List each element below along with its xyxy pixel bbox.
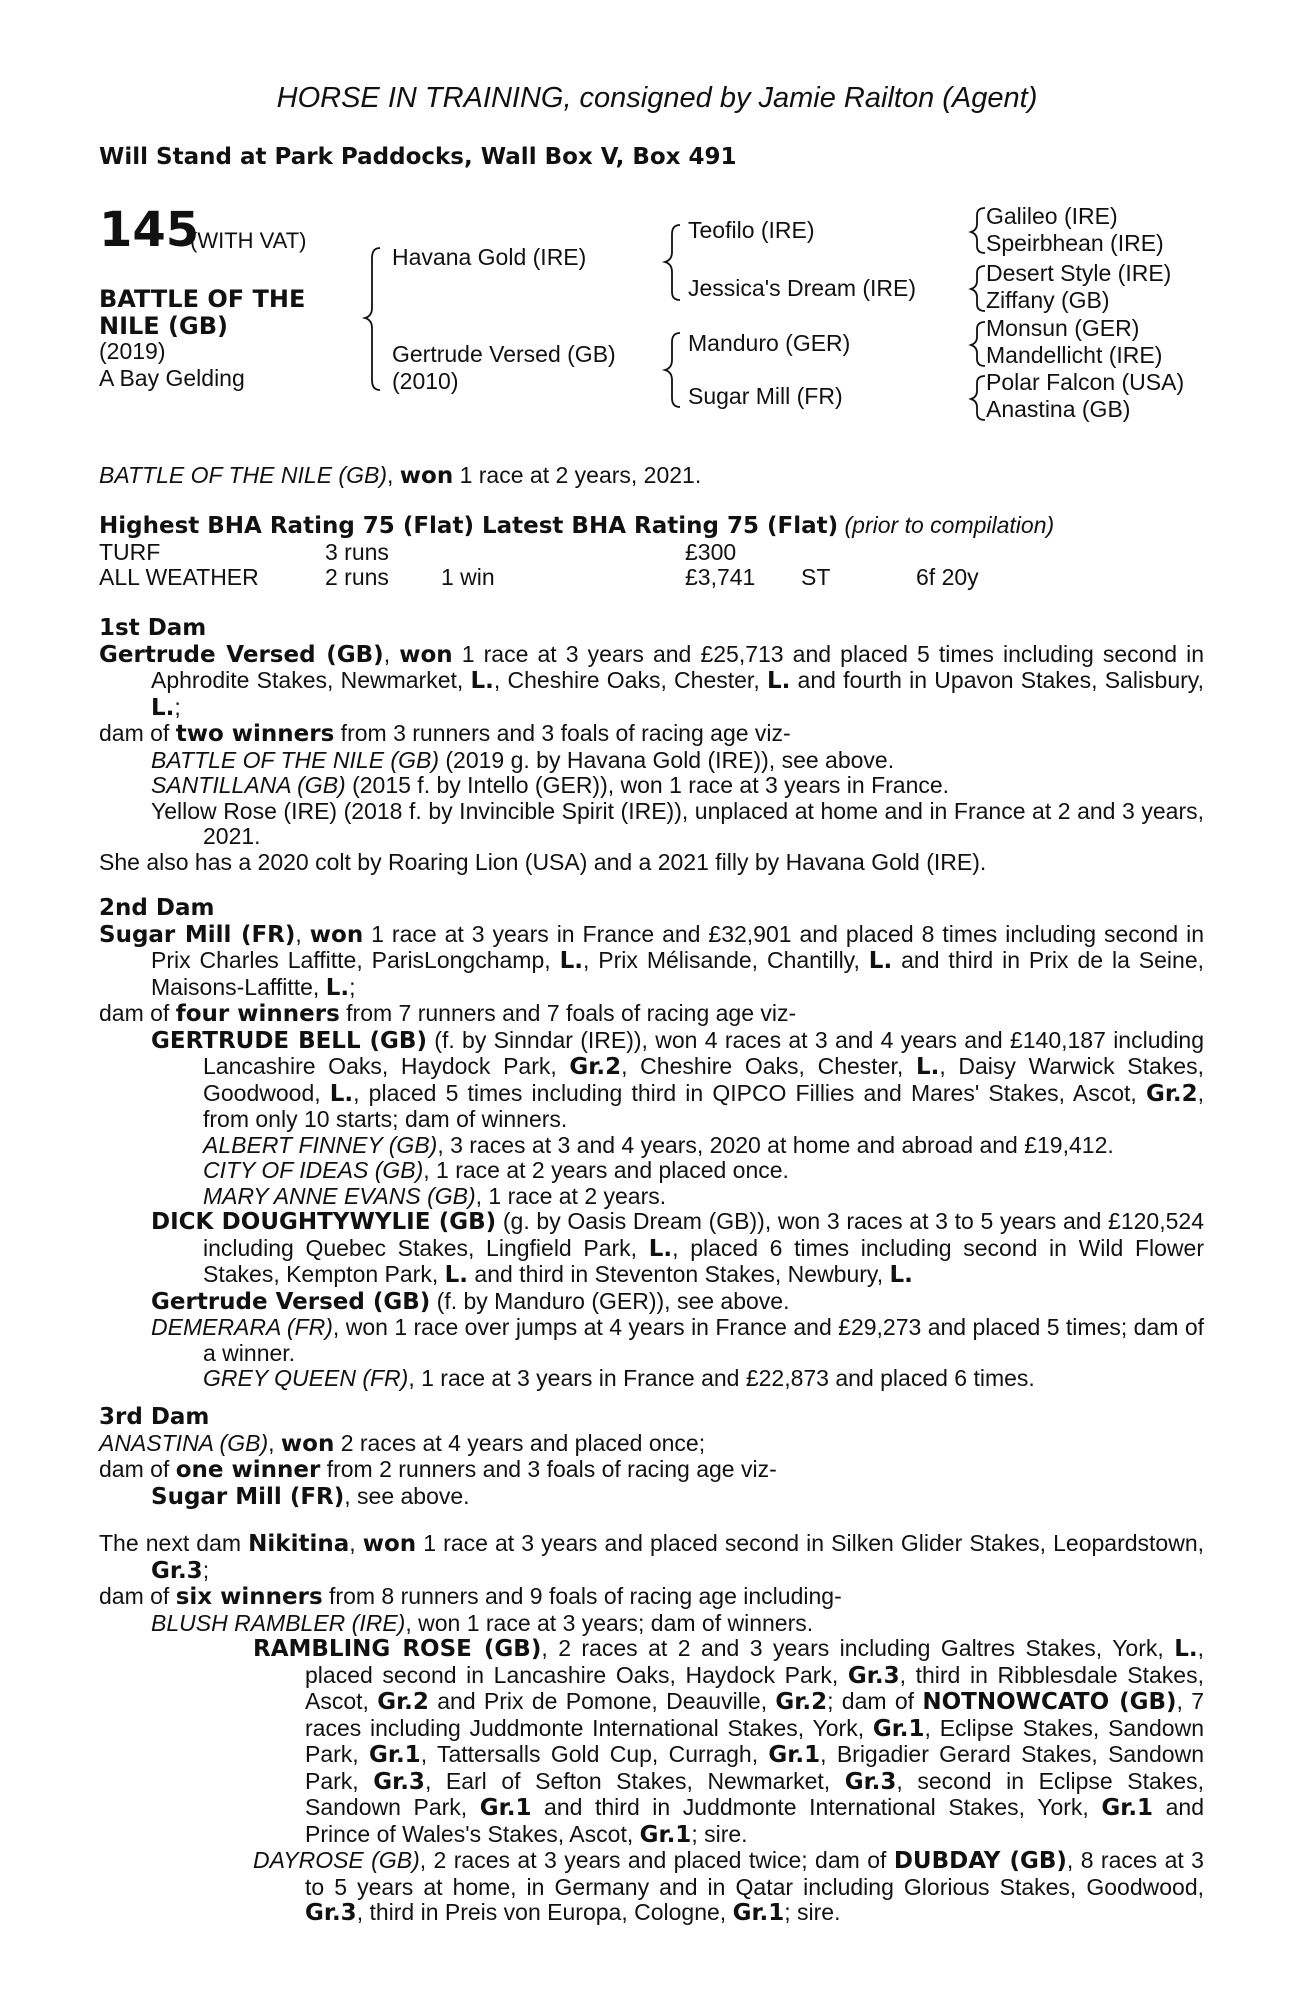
section-heading: 1st Dam: [99, 615, 207, 641]
brace-sire-line: [665, 225, 680, 300]
section-heading: 3rd Dam: [99, 1404, 210, 1430]
progeny-name: CITY OF IDEAS (GB): [203, 1157, 424, 1183]
first-dam-section: [99, 616, 1204, 875]
won-label: won: [362, 1531, 417, 1557]
form-going: ST: [801, 564, 831, 590]
progeny-name: Sugar Mill (FR): [151, 1483, 345, 1510]
dam-text: ;: [202, 1556, 210, 1583]
progeny-text: ; dam of: [827, 1688, 923, 1714]
listed-label: L.: [470, 668, 494, 694]
progeny-text: , see above.: [344, 1482, 470, 1509]
dam-record: Sugar Mill (FR), won 1 race at 3 years in France and £32,901 and placed 8 times including second in Prix Charles Laffitte, ParisLongchamp, L., Prix Mélisande, Chantilly, L. and third in Prix de la Seine, Maisons-Laffitte, L.;: [99, 920, 1205, 1001]
grand-progeny-item: [99, 1158, 1204, 1184]
winners-count: four winners: [175, 1001, 340, 1027]
progeny-name: GERTRUDE BELL (GB): [151, 1027, 427, 1054]
group-label: Gr.2: [775, 1689, 828, 1715]
listed-label: L.: [329, 1080, 354, 1107]
grand-progeny-item: [99, 1133, 1204, 1159]
progeny-name: SANTILLANA (GB): [151, 772, 346, 798]
summary-text: 1 race at 2 years, 2021.: [453, 462, 702, 488]
form-distance: 6f 20y: [916, 564, 979, 590]
progeny-name: Gertrude Versed (GB): [151, 1288, 431, 1315]
listed-label: L.: [766, 668, 791, 694]
progeny-name: DAYROSE (GB): [253, 1847, 420, 1873]
dam-text: and third in Prix de la Seine, Maisons-Laffitte,: [151, 947, 1204, 1000]
progeny-item: [99, 1289, 1204, 1316]
dam-produce-summary: [99, 1584, 1204, 1611]
dam-text: ;: [174, 693, 181, 720]
listed-label: L.: [559, 948, 583, 974]
pedigree-g6: Mandellicht (IRE): [986, 342, 1163, 368]
pedigree-sire-dam: Jessica's Dream (IRE): [688, 275, 917, 301]
horse-meta: [99, 338, 245, 392]
progeny-item: [99, 773, 1204, 799]
dam-text: 2 races at 4 years and placed once;: [334, 1429, 706, 1456]
progeny-name: BATTLE OF THE NILE (GB): [151, 746, 439, 773]
progeny-text: (f. by Sinndar (IRE)), won 4 races at 3 and 4 years and £140,187 including Lancashire Oaks, Haydock Park,: [203, 1026, 1204, 1079]
won-label: won: [399, 641, 453, 668]
progeny-text: (f. by Manduro (GER)), see above.: [430, 1287, 790, 1314]
text: dam of: [99, 1456, 176, 1482]
group-label: Gr.1: [369, 1742, 421, 1768]
won-label: won: [309, 921, 364, 948]
progeny-name: BLUSH RAMBLER (IRE): [151, 1609, 406, 1636]
bha-rating: [99, 513, 1054, 540]
progeny-text: , 3 races at 3 and 4 years, 2020 at home and abroad and £19,412.: [437, 1131, 1114, 1158]
group-label: Gr.1: [872, 1715, 925, 1742]
progeny-text: , 2 races at 3 years and placed twice; dam of: [419, 1847, 894, 1873]
form-prize: £300: [685, 539, 737, 565]
progeny-text: , third in Ribblesdale Stakes, Ascot,: [305, 1661, 1204, 1714]
dam-also: She also has a 2020 colt by Roaring Lion (USA) and a 2021 filly by Havana Gold (IRE).: [99, 848, 987, 875]
progeny-item: [99, 1484, 1204, 1511]
progeny-text: and Prix de Pomone, Deauville,: [428, 1688, 776, 1714]
group-label: Gr.2: [1145, 1080, 1198, 1107]
progeny-text: and Prince of Wales's Stakes, Ascot,: [305, 1794, 1205, 1847]
text: dam of: [99, 1583, 176, 1609]
listed-label: L.: [868, 948, 893, 974]
group-label: Gr.1: [732, 1900, 785, 1926]
brace-g4: [971, 376, 985, 420]
progeny-text: , second in Eclipse Stakes, Sandown Park,: [305, 1767, 1204, 1820]
stand-location: Will Stand at Park Paddocks, Wall Box V, Box 491: [99, 144, 737, 170]
group-label: Gr.3: [305, 1900, 357, 1926]
text: from 7 runners and 7 foals of racing age viz-: [339, 1000, 797, 1026]
form-prize: £3,741: [685, 564, 756, 590]
dam-name: ANASTINA (GB): [99, 1429, 269, 1456]
dam-text: , Prix Mélisande, Chantilly,: [582, 947, 869, 973]
dam-record: Gertrude Versed (GB), won 1 race at 3 years and £25,713 and placed 5 times including second in Aphrodite Stakes, Newmarket, L., Cheshire Oaks, Chester, L. and fourth in Upavon Stakes, Salisbury, L.;: [99, 640, 1205, 721]
dam-text: 1 race at 3 years in France and £32,901 and placed 8 times including second in Prix Charles Laffitte, ParisLongchamp,: [151, 920, 1205, 973]
progeny-item: [99, 1209, 1204, 1289]
vat-label: (WITH VAT): [190, 228, 307, 253]
pedigree-sire: Havana Gold (IRE): [392, 244, 587, 270]
group-label: Gr.1: [1101, 1795, 1154, 1821]
form-runs: 3 runs: [325, 539, 389, 565]
dam-produce-summary: [99, 721, 1204, 748]
group-label: Gr.3: [847, 1662, 900, 1689]
dam-text: 1 race at 3 years and placed second in Silken Glider Stakes, Leopardstown,: [416, 1530, 1205, 1556]
pedigree-g2: Speirbhean (IRE): [986, 230, 1164, 256]
pedigree-g7: Polar Falcon (USA): [986, 369, 1185, 395]
dam-produce-summary: [99, 1457, 1204, 1484]
race-summary: BATTLE OF THE NILE (GB), won 1 race at 2 years, 2021.: [99, 462, 702, 489]
summary-won: won: [399, 463, 454, 489]
pedigree-dam-dam: Sugar Mill (FR): [688, 383, 843, 409]
progeny-name: GREY QUEEN (FR): [203, 1365, 409, 1391]
dam-name: Gertrude Versed (GB): [99, 641, 384, 668]
progeny-text: , Brigadier Gerard Stakes, Sandown Park,: [305, 1741, 1204, 1794]
grand-progeny-item: [99, 1366, 1204, 1392]
progeny-text: , Cheshire Oaks, Chester,: [621, 1053, 916, 1079]
progeny-item: [99, 1611, 1204, 1637]
brace-g2: [971, 266, 985, 311]
listed-label: L.: [151, 694, 175, 721]
summary-horse-name: BATTLE OF THE NILE (GB): [99, 462, 387, 488]
pedigree-dam: Gertrude Versed (GB): [392, 341, 616, 367]
group-label: Gr.1: [768, 1742, 821, 1768]
rating-note: (prior to compilation): [844, 512, 1055, 538]
horse-name-line2: NILE (GB): [99, 312, 228, 340]
form-surface: TURF: [99, 539, 161, 565]
progeny-text: , Daisy Warwick Stakes, Goodwood,: [203, 1053, 1204, 1106]
progeny-text: , placed 5 times including third in QIPCO Fillies and Mares' Stakes, Ascot,: [353, 1079, 1146, 1106]
pedigree-g5: Monsun (GER): [986, 315, 1140, 341]
section-heading: 2nd Dam: [99, 895, 215, 921]
progeny-text: , won 1 race over jumps at 4 years in France and £29,273 and placed 5 times; dam of a winner.: [203, 1314, 1205, 1366]
group-label: Gr.2: [569, 1054, 622, 1080]
group-label: Gr.3: [373, 1768, 425, 1795]
progeny-text: (g. by Oasis Dream (GB)), won 3 races at 3 to 5 years and £120,524 including Quebec Stakes, Lingfield Park,: [203, 1208, 1204, 1261]
progeny-text: , placed second in Lancashire Oaks, Haydock Park,: [305, 1635, 1204, 1688]
listed-label: L.: [915, 1054, 940, 1080]
listed-label: L.: [325, 974, 350, 1001]
horse-name-line1: BATTLE OF THE: [99, 285, 306, 313]
progeny-text: ; sire.: [691, 1820, 748, 1847]
progeny-text: (2019 g. by Havana Gold (IRE)), see above.: [438, 746, 895, 773]
form-row-turf: [99, 540, 1199, 566]
horse-description: A Bay Gelding: [99, 365, 245, 391]
progeny-text: (2015 f. by Intello (GER)), won 1 race at 3 years in France.: [345, 772, 950, 798]
progeny-text: , Tattersalls Gold Cup, Curragh,: [420, 1741, 769, 1767]
text: dam of: [99, 1000, 176, 1026]
text: from 2 runners and 3 foals of racing age viz-: [320, 1456, 777, 1482]
horse-name: [99, 286, 305, 340]
rating-text: Highest BHA Rating 75 (Flat) Latest BHA Rating 75 (Flat): [99, 513, 839, 539]
progeny-text: , 8 races at 3 to 5 years at home, in Germany and in Qatar including Glorious Stakes, Goodwood,: [305, 1847, 1204, 1900]
pedigree-g3: Desert Style (IRE): [986, 260, 1172, 286]
dam-name: Sugar Mill (FR): [99, 921, 296, 948]
pedigree-dam-sire: Manduro (GER): [688, 330, 851, 356]
text: The next dam: [99, 1530, 249, 1556]
next-dam-section: [99, 1531, 1204, 1927]
progeny-item: [99, 748, 1204, 774]
form-surface: ALL WEATHER: [99, 564, 259, 590]
dam-text: ;: [349, 973, 356, 1000]
progeny-text: , placed 6 times including second in Wild Flower Stakes, Kempton Park,: [203, 1234, 1204, 1287]
brace-g1: [971, 208, 985, 253]
pedigree-sire-sire: Teofilo (IRE): [688, 217, 815, 243]
won-label: won: [280, 1430, 335, 1457]
form-wins: 1 win: [441, 564, 495, 590]
brace-sire-dam: [365, 248, 380, 390]
text: from 3 runners and 3 foals of racing age viz-: [334, 720, 791, 746]
pedigree-dam-year: (2010): [392, 368, 459, 394]
listed-label: L.: [1174, 1636, 1198, 1662]
progeny-text: , Earl of Sefton Stakes, Newmarket,: [424, 1767, 845, 1794]
text: dam of: [99, 720, 176, 746]
listed-label: L.: [444, 1262, 469, 1288]
progeny-item: [99, 1315, 1204, 1366]
dam-name: Nikitina: [248, 1531, 350, 1557]
progeny-name: RAMBLING ROSE (GB): [253, 1636, 542, 1662]
brace-g3: [971, 322, 985, 366]
progeny-text: and third in Steventon Stakes, Newbury,: [468, 1261, 890, 1287]
progeny-text: , 1 race at 3 years in France and £22,873 and placed 6 times.: [408, 1365, 1035, 1391]
progeny-name: DUBDAY (GB): [893, 1848, 1067, 1874]
progeny-text: , from only 10 starts; dam of winners.: [203, 1079, 1205, 1132]
listed-label: L.: [648, 1235, 673, 1262]
foaling-year: (2019): [99, 338, 166, 364]
dam-text: 1 race at 3 years and £25,713 and placed 5 times including second in Aphrodite Stakes, Newmarket,: [151, 640, 1205, 693]
form-row-all-weather: [99, 565, 1199, 591]
progeny-text: , 1 race at 2 years.: [475, 1182, 667, 1209]
pedigree-g1: Galileo (IRE): [986, 203, 1118, 229]
group-label: Gr.2: [377, 1689, 429, 1715]
dam-record: The next dam Nikitina, won 1 race at 3 years and placed second in Silken Glider Stakes, Leopardstown, Gr.3;: [99, 1530, 1205, 1584]
progeny-name: NOTNOWCATO (GB): [922, 1689, 1177, 1715]
progeny-name: MARY ANNE EVANS (GB): [203, 1182, 476, 1209]
brace-dam-line: [665, 333, 680, 407]
progeny-text: , third in Preis von Europa, Cologne,: [356, 1899, 733, 1925]
winners-count: two winners: [175, 721, 335, 747]
progeny-item: Yellow Rose (IRE) (2018 f. by Invincible Spirit (IRE)), unplaced at home and in France at 2 and 3 years, 2021.: [151, 797, 1204, 849]
dam-record: ANASTINA (GB), won 2 races at 4 years and placed once;: [99, 1429, 706, 1457]
group-label: Gr.3: [844, 1768, 897, 1795]
group-label: Gr.1: [639, 1821, 692, 1848]
progeny-item: [99, 1028, 1204, 1133]
group-label: Gr.3: [151, 1557, 203, 1584]
progeny-text: ; sire.: [784, 1899, 841, 1925]
progeny-text: , 2 races at 2 and 3 years including Galtres Stakes, York,: [541, 1635, 1175, 1661]
progeny-text: and third in Juddmonte International Stakes, York,: [531, 1794, 1102, 1820]
group-label: Gr.1: [479, 1795, 532, 1821]
grand-progeny-item: [99, 1848, 1204, 1927]
winners-count: six winners: [175, 1584, 323, 1610]
pedigree-g8: Anastina (GB): [986, 396, 1131, 422]
progeny-name: DICK DOUGHTYWYLIE (GB): [151, 1209, 497, 1235]
text: from 8 runners and 9 foals of racing age including-: [322, 1583, 842, 1609]
pedigree-g4: Ziffany (GB): [986, 287, 1110, 313]
grand-progeny-item: [99, 1636, 1204, 1848]
progeny-name: ALBERT FINNEY (GB): [203, 1131, 438, 1158]
lot-number: 145: [99, 202, 200, 258]
dam-produce-summary: [99, 1001, 1204, 1028]
page-title: HORSE IN TRAINING, consigned by Jamie Railton (Agent): [276, 82, 1038, 114]
progeny-text: , won 1 race at 3 years; dam of winners.: [405, 1609, 814, 1636]
grand-progeny-item: [99, 1184, 1204, 1210]
dam-text: and fourth in Upavon Stakes, Salisbury,: [790, 667, 1204, 693]
form-runs: 2 runs: [325, 564, 389, 590]
progeny-text: , Eclipse Stakes, Sandown Park,: [305, 1714, 1204, 1767]
dam-text: , Cheshire Oaks, Chester,: [493, 667, 767, 693]
progeny-name: DEMERARA (FR): [151, 1314, 333, 1340]
listed-label: L.: [889, 1262, 913, 1288]
winners-count: one winner: [175, 1457, 321, 1483]
third-dam-section: [99, 1405, 1204, 1510]
progeny-text: , 7 races including Juddmonte International Stakes, York,: [305, 1688, 1204, 1741]
progeny-text: , 1 race at 2 years and placed once.: [423, 1157, 789, 1183]
second-dam-section: [99, 896, 1204, 1392]
